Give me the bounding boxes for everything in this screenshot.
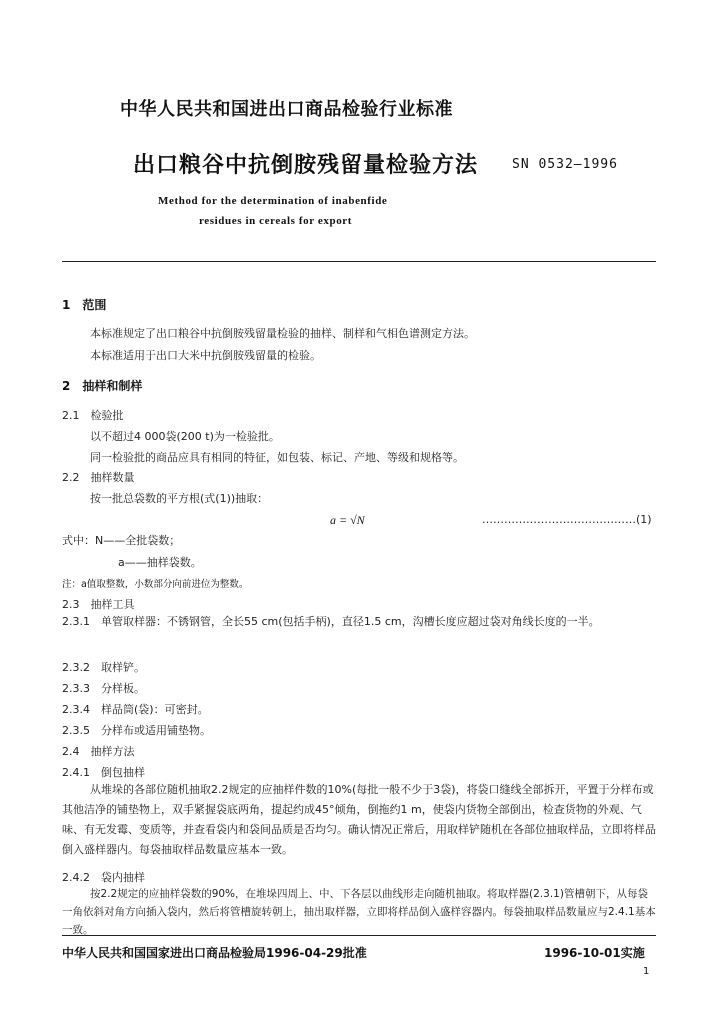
- formula-where-a: a——抽样袋数。: [118, 556, 202, 569]
- formula-where-n: 式中：N——全批袋数；: [62, 534, 181, 547]
- section-2-4-heading: 2.4 抽样方法: [62, 745, 135, 758]
- effective-date: 1996-10-01实施: [544, 946, 645, 960]
- section-2-2-heading: 2.2 抽样数量: [62, 471, 135, 484]
- section-2-3-3: 2.3.3 分样板。: [62, 682, 145, 695]
- section-2-3-heading: 2.3 抽样工具: [62, 598, 135, 611]
- english-title-line-1: Method for the determination of inabenfide: [158, 195, 388, 207]
- section-2-4-2-heading: 2.4.2 袋内抽样: [62, 871, 145, 884]
- section-1-paragraph-2: 本标准适用于出口大米中抗倒胺残留量的检验。: [90, 349, 321, 362]
- formula-note: 注：a值取整数，小数部分向前进位为整数。: [62, 579, 249, 590]
- section-2-heading: 2 抽样和制样: [62, 379, 143, 393]
- section-2-1-heading: 2.1 检验批: [62, 409, 124, 422]
- section-2-4-2-paragraph: 按2.2规定的应抽样袋数的90%，在堆垛四周上、中、下各层以曲线形走向随机抽取。将取样器(2.3.1)管槽朝下，从每袋一角依斜对角方向插入袋内，然后将管槽旋转朝上，抽出取样器，立即将样品倒入盛样容器内。每袋抽取样品数量应与2.4.1基本一致。: [62, 888, 656, 936]
- section-1-paragraph-1: 本标准规定了出口粮谷中抗倒胺残留量检验的抽样、制样和气相色谱测定方法。: [90, 327, 475, 340]
- formula: a = √N: [330, 513, 365, 527]
- section-2-3-5: 2.3.5 分样布或适用铺垫物。: [62, 724, 211, 737]
- section-2-4-1-paragraph: 从堆垛的各部位随机抽取2.2规定的应抽样件数的10%(每批一般不少于3袋)，将袋口缝线全部拆开，平置于分样布或其他洁净的铺垫物上，双手紧握袋底两角，提起约成45°倾角，倒拖约1 m，使袋内货物全部倒出，检查货物的外观、气味、有无发霉、变质等，并查看袋内和袋间品质是否均匀。确认情况正常后，用取样铲随机在各部位抽取样品，立即将样品倒入盛样器内。每袋抽取样品数量应基本一致。: [62, 783, 656, 856]
- section-1-heading: 1 范围: [62, 298, 107, 312]
- approval-line: 中华人民共和国国家进出口商品检验局1996-04-29批准: [62, 946, 367, 960]
- section-2-2-paragraph: 按一批总袋数的平方根(式(1))抽取：: [90, 492, 269, 505]
- footer-rule: [62, 935, 656, 936]
- page-number: 1: [643, 966, 650, 977]
- standard-series: 中华人民共和国进出口商品检验行业标准: [120, 99, 453, 120]
- section-2-4-1-heading: 2.4.1 倒包抽样: [62, 766, 145, 779]
- header-rule: [62, 261, 656, 262]
- formula-number: ……………………………………(1): [482, 513, 652, 526]
- section-2-3-4: 2.3.4 样品筒(袋)：可密封。: [62, 703, 209, 716]
- section-2-3-1: 2.3.1 单管取样器：不锈钢管，全长55 cm(包括手柄)，直径1.5 cm，沟槽长度应超过袋对角线长度的一半。: [62, 615, 600, 628]
- section-2-1-paragraph-1: 以不超过4 000袋(200 t)为一检验批。: [90, 430, 280, 443]
- standard-code: SN 0532—1996: [512, 157, 618, 172]
- section-2-3-2: 2.3.2 取样铲。: [62, 661, 145, 674]
- section-2-1-paragraph-2: 同一检验批的商品应具有相同的特征，如包装、标记、产地、等级和规格等。: [90, 451, 464, 464]
- document-title: 出口粮谷中抗倒胺残留量检验方法: [133, 153, 479, 178]
- english-title-line-2: residues in cereals for export: [199, 215, 353, 227]
